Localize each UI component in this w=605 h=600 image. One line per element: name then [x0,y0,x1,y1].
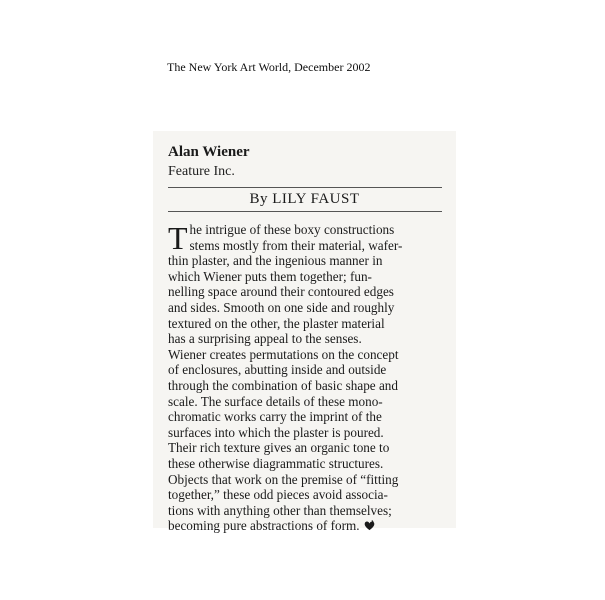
body-line: nelling space around their contoured edges [168,284,394,300]
body-line-text: becoming pure abstractions of form. [168,518,360,534]
heart-dingbat-icon [364,520,375,531]
body-line: thin plaster, and the ingenious manner in [168,253,383,269]
article-body [168,222,444,534]
body-line: stems mostly from their material, wafer- [189,237,403,253]
body-line-last [168,518,444,534]
body-line: tions with anything other than themselves; [168,502,392,518]
body-line: textured on the other, the plaster material [168,315,385,331]
page-caption: The New York Art World, December 2002 [167,60,371,74]
body-line: Wiener creates permutations on the concept [168,346,399,362]
article-byline: By LILY FAUST [249,191,360,207]
body-line: scale. The surface details of these mono- [168,393,383,409]
byline-rule-top [168,187,442,188]
body-line: these otherwise diagrammatic structures. [168,455,384,471]
body-line: Their rich texture gives an organic tone to [168,440,390,456]
body-line: chromatic works carry the imprint of the [168,409,382,425]
body-line: which Wiener puts them together; fun- [168,268,372,284]
body-line: of enclosures, abutting inside and outside [168,362,387,378]
body-line: and sides. Smooth on one side and roughly [168,299,395,315]
article-clipping [153,131,456,534]
body-line: has a surprising appeal to the senses. [168,331,362,347]
article-headline: Alan Wiener [168,144,250,160]
body-line: surfaces into which the plaster is poured. [168,424,384,440]
body-line: Objects that work on the premise of “fitting [168,471,399,487]
body-line: through the combination of basic shape and [168,377,398,393]
body-line: he intrigue of these boxy constructions [189,222,395,237]
article-venue: Feature Inc. [168,164,235,179]
drop-cap: T [168,220,188,256]
body-line: together,” these odd pieces avoid associa- [168,487,388,503]
byline-rule-bottom [168,211,442,212]
